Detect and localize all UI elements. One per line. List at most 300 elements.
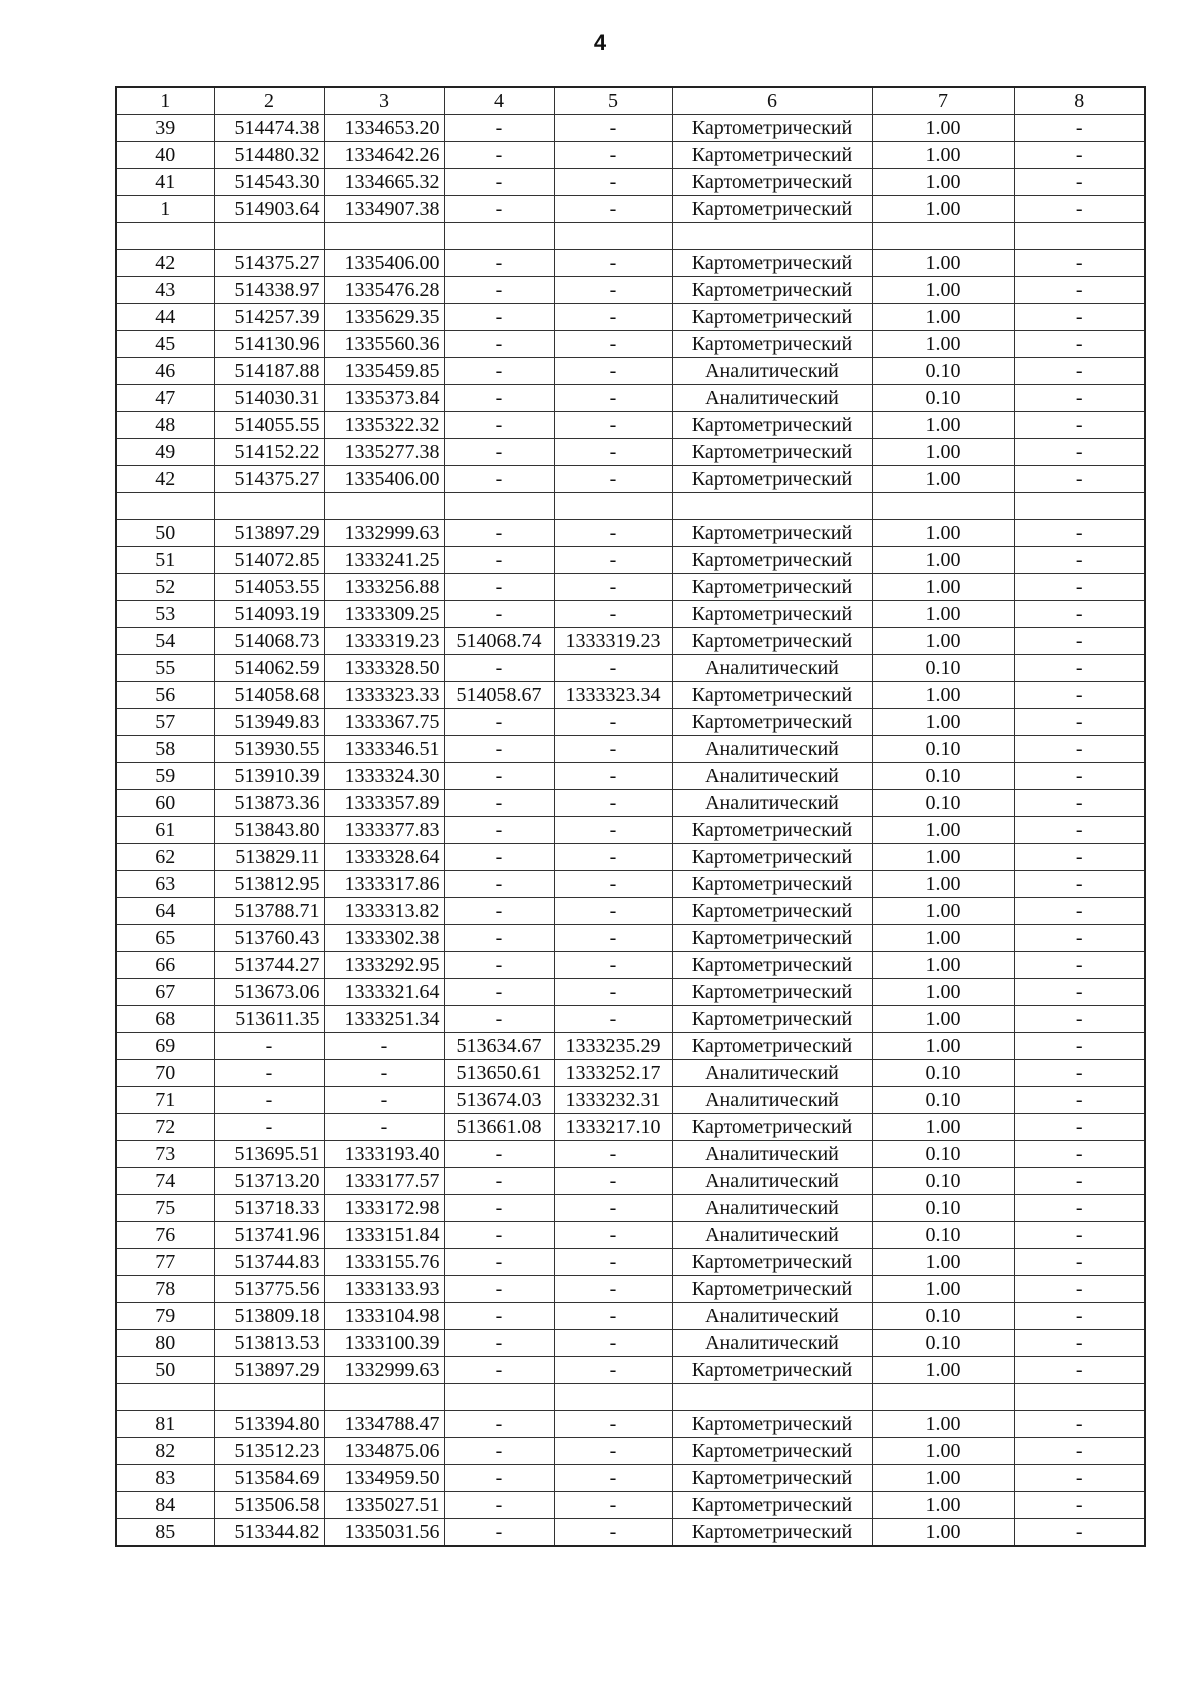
y-coordinate-cell: 1333251.34 [324, 1006, 444, 1033]
accuracy-cell: 1.00 [872, 925, 1014, 952]
x-alt-coordinate-cell: - [444, 412, 554, 439]
point-number-cell: 1 [116, 196, 214, 223]
x-alt-coordinate-cell: - [444, 250, 554, 277]
point-number-cell [116, 1384, 214, 1411]
note-cell: - [1014, 628, 1145, 655]
point-number-cell: 42 [116, 466, 214, 493]
point-number-cell: 61 [116, 817, 214, 844]
table-row [116, 898, 1145, 925]
x-coordinate-cell: - [214, 1033, 324, 1060]
accuracy-cell: 1.00 [872, 1438, 1014, 1465]
point-number-cell: 65 [116, 925, 214, 952]
point-number-cell: 42 [116, 250, 214, 277]
y-alt-coordinate-cell: - [554, 1249, 672, 1276]
point-number-cell: 71 [116, 1087, 214, 1114]
note-cell: - [1014, 1195, 1145, 1222]
x-alt-coordinate-cell: - [444, 1411, 554, 1438]
note-cell: - [1014, 385, 1145, 412]
note-cell: - [1014, 331, 1145, 358]
x-alt-coordinate-cell: - [444, 196, 554, 223]
method-cell: Аналитический [672, 655, 872, 682]
y-coordinate-cell: 1333328.50 [324, 655, 444, 682]
y-alt-coordinate-cell: - [554, 250, 672, 277]
accuracy-cell: 1.00 [872, 709, 1014, 736]
note-cell: - [1014, 115, 1145, 142]
x-alt-coordinate-cell [444, 1384, 554, 1411]
method-cell: Картометрический [672, 817, 872, 844]
accuracy-cell: 0.10 [872, 1330, 1014, 1357]
table-row [116, 466, 1145, 493]
table-row [116, 682, 1145, 709]
note-cell: - [1014, 1222, 1145, 1249]
x-alt-coordinate-cell: 513674.03 [444, 1087, 554, 1114]
x-alt-coordinate-cell: - [444, 142, 554, 169]
y-coordinate-cell: 1333317.86 [324, 871, 444, 898]
note-cell: - [1014, 304, 1145, 331]
y-alt-coordinate-cell: - [554, 142, 672, 169]
point-number-cell: 70 [116, 1060, 214, 1087]
accuracy-cell: 1.00 [872, 169, 1014, 196]
point-number-cell: 43 [116, 277, 214, 304]
accuracy-cell: 1.00 [872, 1114, 1014, 1141]
point-number-cell: 60 [116, 790, 214, 817]
accuracy-cell: 0.10 [872, 1141, 1014, 1168]
note-cell [1014, 1384, 1145, 1411]
accuracy-cell: 1.00 [872, 628, 1014, 655]
table-row [116, 304, 1145, 331]
note-cell: - [1014, 1438, 1145, 1465]
y-alt-coordinate-cell: - [554, 1411, 672, 1438]
point-number-cell: 75 [116, 1195, 214, 1222]
note-cell: - [1014, 601, 1145, 628]
table-row [116, 1411, 1145, 1438]
y-coordinate-cell: 1334959.50 [324, 1465, 444, 1492]
x-coordinate-cell: 514375.27 [214, 466, 324, 493]
x-coordinate-cell: 514130.96 [214, 331, 324, 358]
x-alt-coordinate-cell [444, 493, 554, 520]
y-coordinate-cell: 1335322.32 [324, 412, 444, 439]
point-number-cell: 48 [116, 412, 214, 439]
x-alt-coordinate-cell: - [444, 1249, 554, 1276]
table-row [116, 979, 1145, 1006]
table-row [116, 1465, 1145, 1492]
table-row [116, 520, 1145, 547]
method-cell [672, 223, 872, 250]
y-coordinate-cell: 1334642.26 [324, 142, 444, 169]
note-cell [1014, 223, 1145, 250]
separator-row [116, 493, 1145, 520]
accuracy-cell: 1.00 [872, 331, 1014, 358]
x-coordinate-cell: 513930.55 [214, 736, 324, 763]
accuracy-cell: 1.00 [872, 142, 1014, 169]
y-alt-coordinate-cell: - [554, 466, 672, 493]
x-coordinate-cell: 514055.55 [214, 412, 324, 439]
x-alt-coordinate-cell: - [444, 817, 554, 844]
accuracy-cell: 0.10 [872, 1222, 1014, 1249]
point-number-cell: 58 [116, 736, 214, 763]
x-coordinate-cell: 513809.18 [214, 1303, 324, 1330]
method-cell: Картометрический [672, 304, 872, 331]
table-row [116, 628, 1145, 655]
y-coordinate-cell: 1333133.93 [324, 1276, 444, 1303]
method-cell: Картометрический [672, 871, 872, 898]
x-coordinate-cell: 513744.27 [214, 952, 324, 979]
y-alt-coordinate-cell [554, 1384, 672, 1411]
method-cell: Картометрический [672, 115, 872, 142]
point-number-cell: 51 [116, 547, 214, 574]
accuracy-cell: 1.00 [872, 601, 1014, 628]
point-number-cell: 44 [116, 304, 214, 331]
method-cell: Картометрический [672, 331, 872, 358]
table-row [116, 115, 1145, 142]
x-coordinate-cell: 513843.80 [214, 817, 324, 844]
method-cell: Картометрический [672, 628, 872, 655]
table-row [116, 1087, 1145, 1114]
header-cell-5: 5 [554, 87, 672, 115]
table-row [116, 439, 1145, 466]
table-row [116, 1114, 1145, 1141]
note-cell: - [1014, 709, 1145, 736]
y-coordinate-cell: 1333193.40 [324, 1141, 444, 1168]
note-cell: - [1014, 250, 1145, 277]
y-alt-coordinate-cell: 1333319.23 [554, 628, 672, 655]
note-cell: - [1014, 1465, 1145, 1492]
table-row [116, 196, 1145, 223]
table-row [116, 1303, 1145, 1330]
x-coordinate-cell: 514058.68 [214, 682, 324, 709]
x-coordinate-cell: 513910.39 [214, 763, 324, 790]
y-coordinate-cell: 1335373.84 [324, 385, 444, 412]
table-row [116, 169, 1145, 196]
note-cell: - [1014, 925, 1145, 952]
x-coordinate-cell: 513813.53 [214, 1330, 324, 1357]
method-cell: Картометрический [672, 952, 872, 979]
x-alt-coordinate-cell: - [444, 1492, 554, 1519]
y-coordinate-cell: 1333321.64 [324, 979, 444, 1006]
method-cell: Картометрический [672, 196, 872, 223]
x-alt-coordinate-cell: - [444, 736, 554, 763]
y-coordinate-cell: 1334875.06 [324, 1438, 444, 1465]
table-row [116, 547, 1145, 574]
y-coordinate-cell: 1333302.38 [324, 925, 444, 952]
note-cell: - [1014, 1249, 1145, 1276]
note-cell: - [1014, 574, 1145, 601]
y-alt-coordinate-cell: - [554, 115, 672, 142]
point-number-cell: 68 [116, 1006, 214, 1033]
x-coordinate-cell: 513506.58 [214, 1492, 324, 1519]
x-coordinate-cell: 513829.11 [214, 844, 324, 871]
point-number-cell: 81 [116, 1411, 214, 1438]
x-coordinate-cell: 513760.43 [214, 925, 324, 952]
y-coordinate-cell: 1333292.95 [324, 952, 444, 979]
accuracy-cell: 1.00 [872, 547, 1014, 574]
method-cell: Картометрический [672, 1114, 872, 1141]
table-row [116, 412, 1145, 439]
method-cell: Картометрический [672, 169, 872, 196]
x-coordinate-cell [214, 493, 324, 520]
coordinates-table [115, 86, 1146, 1547]
x-alt-coordinate-cell: - [444, 1438, 554, 1465]
point-number-cell: 84 [116, 1492, 214, 1519]
point-number-cell: 79 [116, 1303, 214, 1330]
note-cell: - [1014, 169, 1145, 196]
note-cell: - [1014, 412, 1145, 439]
method-cell: Картометрический [672, 1249, 872, 1276]
table-row [116, 871, 1145, 898]
table-row [116, 574, 1145, 601]
note-cell: - [1014, 817, 1145, 844]
method-cell: Картометрический [672, 547, 872, 574]
table-row [116, 385, 1145, 412]
method-cell: Картометрический [672, 142, 872, 169]
y-coordinate-cell: 1335277.38 [324, 439, 444, 466]
y-alt-coordinate-cell: - [554, 1168, 672, 1195]
accuracy-cell: 1.00 [872, 1411, 1014, 1438]
y-alt-coordinate-cell: - [554, 1141, 672, 1168]
point-number-cell: 55 [116, 655, 214, 682]
table-row [116, 1438, 1145, 1465]
x-coordinate-cell: 513695.51 [214, 1141, 324, 1168]
method-cell: Аналитический [672, 790, 872, 817]
accuracy-cell: 0.10 [872, 1195, 1014, 1222]
x-alt-coordinate-cell: - [444, 1330, 554, 1357]
table-row [116, 1519, 1145, 1547]
y-coordinate-cell: 1335027.51 [324, 1492, 444, 1519]
x-coordinate-cell: 513611.35 [214, 1006, 324, 1033]
method-cell: Аналитический [672, 1141, 872, 1168]
y-alt-coordinate-cell: - [554, 547, 672, 574]
method-cell: Картометрический [672, 601, 872, 628]
header-cell-1: 1 [116, 87, 214, 115]
header-cell-8: 8 [1014, 87, 1145, 115]
note-cell: - [1014, 1141, 1145, 1168]
note-cell: - [1014, 682, 1145, 709]
y-coordinate-cell [324, 223, 444, 250]
method-cell: Аналитический [672, 385, 872, 412]
separator-row [116, 1384, 1145, 1411]
y-alt-coordinate-cell: - [554, 385, 672, 412]
x-coordinate-cell: 513344.82 [214, 1519, 324, 1547]
table-row [116, 1330, 1145, 1357]
note-cell: - [1014, 1411, 1145, 1438]
y-coordinate-cell: 1335476.28 [324, 277, 444, 304]
method-cell [672, 1384, 872, 1411]
page-number: 4 [593, 30, 607, 55]
accuracy-cell: 1.00 [872, 466, 1014, 493]
note-cell: - [1014, 1060, 1145, 1087]
point-number-cell: 82 [116, 1438, 214, 1465]
point-number-cell: 50 [116, 520, 214, 547]
method-cell: Картометрический [672, 1006, 872, 1033]
y-coordinate-cell: 1334788.47 [324, 1411, 444, 1438]
accuracy-cell: 1.00 [872, 1006, 1014, 1033]
accuracy-cell: 0.10 [872, 1303, 1014, 1330]
accuracy-cell: 1.00 [872, 1357, 1014, 1384]
x-coordinate-cell: 514375.27 [214, 250, 324, 277]
x-coordinate-cell: - [214, 1060, 324, 1087]
y-alt-coordinate-cell: - [554, 1276, 672, 1303]
x-alt-coordinate-cell: - [444, 709, 554, 736]
x-alt-coordinate-cell: - [444, 1276, 554, 1303]
x-alt-coordinate-cell: - [444, 898, 554, 925]
y-coordinate-cell: 1332999.63 [324, 1357, 444, 1384]
point-number-cell: 41 [116, 169, 214, 196]
point-number-cell: 53 [116, 601, 214, 628]
note-cell: - [1014, 898, 1145, 925]
x-alt-coordinate-cell: - [444, 952, 554, 979]
x-alt-coordinate-cell: - [444, 925, 554, 952]
x-coordinate-cell: 514053.55 [214, 574, 324, 601]
x-coordinate-cell [214, 1384, 324, 1411]
x-coordinate-cell: 514257.39 [214, 304, 324, 331]
method-cell: Картометрический [672, 412, 872, 439]
point-number-cell: 57 [116, 709, 214, 736]
table-row [116, 1249, 1145, 1276]
header-cell-7: 7 [872, 87, 1014, 115]
note-cell: - [1014, 1006, 1145, 1033]
note-cell: - [1014, 1330, 1145, 1357]
x-alt-coordinate-cell [444, 223, 554, 250]
point-number-cell: 40 [116, 142, 214, 169]
x-coordinate-cell: 514093.19 [214, 601, 324, 628]
x-coordinate-cell: 513713.20 [214, 1168, 324, 1195]
accuracy-cell: 0.10 [872, 358, 1014, 385]
header-row [116, 87, 1145, 115]
y-alt-coordinate-cell: - [554, 952, 672, 979]
y-alt-coordinate-cell: - [554, 1438, 672, 1465]
note-cell: - [1014, 790, 1145, 817]
y-alt-coordinate-cell: - [554, 196, 672, 223]
x-alt-coordinate-cell: - [444, 115, 554, 142]
note-cell: - [1014, 196, 1145, 223]
x-alt-coordinate-cell: - [444, 169, 554, 196]
accuracy-cell: 1.00 [872, 1249, 1014, 1276]
table-row [116, 817, 1145, 844]
y-coordinate-cell: 1333155.76 [324, 1249, 444, 1276]
table-row [116, 331, 1145, 358]
point-number-cell: 46 [116, 358, 214, 385]
point-number-cell: 54 [116, 628, 214, 655]
table-row [116, 925, 1145, 952]
y-coordinate-cell: 1333172.98 [324, 1195, 444, 1222]
method-cell: Аналитический [672, 1060, 872, 1087]
x-coordinate-cell: 514187.88 [214, 358, 324, 385]
method-cell: Аналитический [672, 1303, 872, 1330]
y-alt-coordinate-cell: - [554, 1006, 672, 1033]
accuracy-cell: 1.00 [872, 250, 1014, 277]
y-alt-coordinate-cell: - [554, 655, 672, 682]
y-coordinate-cell: 1333323.33 [324, 682, 444, 709]
note-cell: - [1014, 1303, 1145, 1330]
x-alt-coordinate-cell: - [444, 277, 554, 304]
table-row [116, 142, 1145, 169]
x-alt-coordinate-cell: - [444, 1519, 554, 1547]
method-cell: Картометрический [672, 898, 872, 925]
x-alt-coordinate-cell: - [444, 574, 554, 601]
x-alt-coordinate-cell: - [444, 790, 554, 817]
y-coordinate-cell: - [324, 1060, 444, 1087]
table-row [116, 1033, 1145, 1060]
accuracy-cell: 1.00 [872, 871, 1014, 898]
x-alt-coordinate-cell: - [444, 358, 554, 385]
method-cell: Картометрический [672, 1033, 872, 1060]
note-cell: - [1014, 547, 1145, 574]
point-number-cell: 73 [116, 1141, 214, 1168]
x-alt-coordinate-cell: - [444, 1357, 554, 1384]
accuracy-cell: 1.00 [872, 439, 1014, 466]
x-alt-coordinate-cell: - [444, 979, 554, 1006]
note-cell: - [1014, 439, 1145, 466]
y-alt-coordinate-cell: - [554, 331, 672, 358]
point-number-cell: 83 [116, 1465, 214, 1492]
accuracy-cell [872, 223, 1014, 250]
accuracy-cell: 1.00 [872, 682, 1014, 709]
point-number-cell: 52 [116, 574, 214, 601]
x-alt-coordinate-cell: - [444, 1303, 554, 1330]
y-alt-coordinate-cell: - [554, 520, 672, 547]
table-row [116, 250, 1145, 277]
table-row [116, 1492, 1145, 1519]
note-cell: - [1014, 142, 1145, 169]
y-alt-coordinate-cell: - [554, 1195, 672, 1222]
y-alt-coordinate-cell: - [554, 817, 672, 844]
accuracy-cell: 1.00 [872, 304, 1014, 331]
header-cell-2: 2 [214, 87, 324, 115]
point-number-cell: 56 [116, 682, 214, 709]
y-coordinate-cell: 1334907.38 [324, 196, 444, 223]
x-alt-coordinate-cell: - [444, 1195, 554, 1222]
x-coordinate-cell: - [214, 1114, 324, 1141]
note-cell: - [1014, 871, 1145, 898]
point-number-cell: 59 [116, 763, 214, 790]
accuracy-cell: 1.00 [872, 844, 1014, 871]
accuracy-cell: 1.00 [872, 196, 1014, 223]
point-number-cell: 50 [116, 1357, 214, 1384]
point-number-cell: 67 [116, 979, 214, 1006]
note-cell: - [1014, 520, 1145, 547]
x-alt-coordinate-cell: - [444, 520, 554, 547]
y-coordinate-cell: 1334665.32 [324, 169, 444, 196]
method-cell: Картометрический [672, 466, 872, 493]
y-alt-coordinate-cell: - [554, 304, 672, 331]
method-cell: Картометрический [672, 574, 872, 601]
note-cell [1014, 493, 1145, 520]
method-cell: Аналитический [672, 1330, 872, 1357]
accuracy-cell: 1.00 [872, 898, 1014, 925]
x-coordinate-cell: 513775.56 [214, 1276, 324, 1303]
point-number-cell: 74 [116, 1168, 214, 1195]
y-coordinate-cell: 1335459.85 [324, 358, 444, 385]
note-cell: - [1014, 952, 1145, 979]
y-coordinate-cell: 1333151.84 [324, 1222, 444, 1249]
y-alt-coordinate-cell: - [554, 844, 672, 871]
y-alt-coordinate-cell: - [554, 1357, 672, 1384]
y-alt-coordinate-cell: 1333232.31 [554, 1087, 672, 1114]
y-alt-coordinate-cell: - [554, 439, 672, 466]
x-alt-coordinate-cell: - [444, 547, 554, 574]
x-alt-coordinate-cell: - [444, 871, 554, 898]
accuracy-cell: 1.00 [872, 115, 1014, 142]
method-cell: Аналитический [672, 1168, 872, 1195]
point-number-cell: 85 [116, 1519, 214, 1547]
accuracy-cell: 1.00 [872, 952, 1014, 979]
method-cell [672, 493, 872, 520]
x-coordinate-cell: 514903.64 [214, 196, 324, 223]
method-cell: Картометрический [672, 979, 872, 1006]
x-alt-coordinate-cell: - [444, 439, 554, 466]
y-coordinate-cell: 1335629.35 [324, 304, 444, 331]
point-number-cell [116, 493, 214, 520]
